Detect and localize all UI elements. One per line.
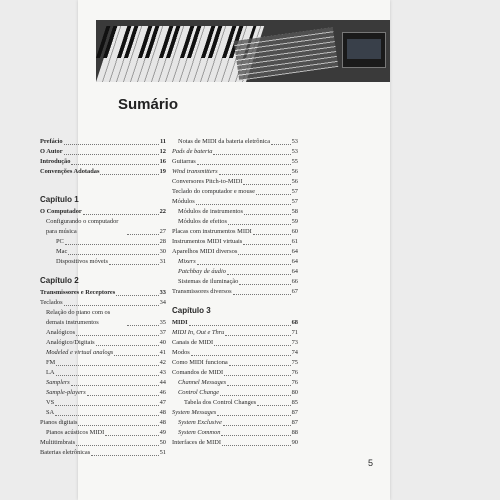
toc-entry: [172, 348, 298, 358]
toc-entry-title: Mac: [56, 248, 68, 255]
toc-entry-title: Sample-players: [46, 389, 86, 396]
toc-entry-page: 56: [291, 178, 298, 185]
toc-entry-title: Convenções Adotadas: [40, 168, 100, 175]
dot-leader: [197, 164, 291, 165]
toc-entry-title: System Common: [178, 429, 221, 436]
toc-entry: [40, 308, 166, 328]
toc-entry-page: 40: [159, 339, 166, 346]
dot-leader: [191, 355, 291, 356]
toc-entry-title: Control Change: [178, 389, 220, 396]
dot-leader: [196, 204, 291, 205]
dot-leader: [100, 174, 158, 175]
toc-entry: [40, 157, 166, 167]
toc-entry-page: 59: [291, 218, 298, 225]
toc-entry: [40, 408, 166, 418]
dot-leader: [271, 144, 291, 145]
toc-entry-title: Pads de bateria: [172, 148, 213, 155]
dot-leader: [76, 335, 159, 336]
dot-leader: [244, 214, 291, 215]
toc-entry-title: Dispositivos móveis: [56, 258, 109, 265]
dot-leader: [257, 405, 290, 406]
dot-leader: [229, 365, 291, 366]
toc-entry-title: SA: [46, 409, 55, 416]
page-title: Sumário: [118, 96, 179, 113]
toc-entry-title: System Exclusive: [178, 419, 222, 426]
toc-entry-page: 66: [291, 278, 298, 285]
toc-entry-title: FM: [46, 359, 56, 366]
toc-entry-page: 74: [291, 349, 298, 356]
toc-entry-title: Prefácio: [40, 138, 63, 145]
toc-entry-title: Canais de MIDI: [172, 339, 214, 346]
dot-leader: [221, 435, 290, 436]
toc-entry: [40, 298, 166, 308]
toc-entry: [172, 428, 298, 438]
toc-entry-page: 57: [291, 198, 298, 205]
toc-entry-page: 75: [291, 359, 298, 366]
toc-entry-page: 43: [159, 369, 166, 376]
dot-leader: [243, 184, 290, 185]
toc-entry: [172, 328, 298, 338]
toc-entry: [40, 448, 166, 458]
toc-entry-page: 48: [159, 409, 166, 416]
toc-entry: [172, 267, 298, 277]
dot-leader: [64, 154, 159, 155]
dot-leader: [238, 254, 290, 255]
chapter-heading: Capítulo 3: [172, 306, 211, 315]
toc-entry: [40, 137, 166, 147]
dot-leader: [116, 295, 158, 296]
toc-entry-title: Notas de MIDI da bateria eletrônica: [178, 138, 271, 145]
toc-entry-title: Aparelhos MIDI diversos: [172, 248, 238, 255]
dot-leader: [213, 154, 290, 155]
toc-entry-title: MIDI In, Out e Thru: [172, 329, 225, 336]
toc-entry-title: MIDI: [172, 319, 188, 326]
toc-entry-page: 85: [291, 399, 298, 406]
toc-entry-page: 80: [291, 389, 298, 396]
toc-entry-title: Modos: [172, 349, 190, 356]
toc-entry: [40, 247, 166, 257]
dot-leader: [243, 244, 290, 245]
toc-entry-page: 31: [159, 258, 166, 265]
dot-leader: [71, 385, 159, 386]
toc-entry: [40, 438, 166, 448]
dot-leader: [64, 305, 159, 306]
dot-leader: [83, 214, 159, 215]
dot-leader: [223, 425, 291, 426]
toc-entry: [172, 217, 298, 227]
dot-leader: [227, 385, 291, 386]
dot-leader: [105, 435, 158, 436]
toc-entry: [172, 257, 298, 267]
toc-entry-title: Introdução: [40, 158, 71, 165]
toc-entry: [172, 408, 298, 418]
dot-leader: [56, 365, 158, 366]
toc-entry: [40, 237, 166, 247]
toc-entry-title: Modeled e virtual analogs: [46, 349, 114, 356]
dot-leader: [56, 375, 159, 376]
toc-entry-title: System Messages: [172, 409, 217, 416]
toc-entry-page: 35: [159, 319, 166, 326]
dot-leader: [87, 395, 159, 396]
dot-leader: [71, 164, 158, 165]
toc-entry: [40, 288, 166, 298]
toc-entry-page: 44: [159, 379, 166, 386]
toc-entry: [172, 147, 298, 157]
toc-entry-page: 30: [159, 248, 166, 255]
toc-entry-page: 19: [159, 168, 166, 175]
toc-entry: [40, 217, 166, 237]
dot-leader: [228, 224, 291, 225]
toc-entry-page: 61: [291, 238, 298, 245]
toc-entry-title: Teclados: [40, 299, 63, 306]
toc-entry-page: 37: [159, 329, 166, 336]
toc-entry-title: Analógicos: [46, 329, 76, 336]
dot-leader: [219, 174, 291, 175]
dot-leader: [225, 335, 290, 336]
toc-entry: [172, 277, 298, 287]
toc-left-column: [40, 137, 166, 458]
toc-entry: [40, 348, 166, 358]
toc-entry-title: Samplers: [46, 379, 70, 386]
toc-entry-page: 76: [291, 369, 298, 376]
toc-entry-title: Analógico/Digitais: [46, 339, 95, 346]
toc-entry: [40, 338, 166, 348]
dot-leader: [55, 415, 158, 416]
toc-entry-page: 57: [291, 188, 298, 195]
toc-entry: [172, 207, 298, 217]
toc-entry-title: Módulos de efeitos: [178, 218, 227, 225]
toc-entry-title: Transmissores e Receptores: [40, 289, 116, 296]
toc-entry-title: Interfaces de MIDI: [172, 439, 221, 446]
dot-leader: [65, 244, 159, 245]
toc-entry-title: Como MIDI funciona: [172, 359, 228, 366]
toc-entry-page: 46: [159, 389, 166, 396]
page-number: 5: [368, 458, 374, 468]
dot-leader: [224, 375, 290, 376]
toc-entry: [172, 358, 298, 368]
toc-entry: [172, 388, 298, 398]
toc-entry-page: 88: [291, 429, 298, 436]
toc-entry: [172, 287, 298, 297]
dot-leader: [189, 325, 291, 326]
toc-entry: [172, 438, 298, 448]
dot-leader: [222, 445, 291, 446]
toc-entry: [172, 157, 298, 167]
toc-entry-page: 41: [159, 349, 166, 356]
toc-entry: [40, 207, 166, 217]
toc-entry: [172, 137, 298, 147]
toc-entry-page: 50: [159, 439, 166, 446]
toc-entry-title: Configurando o computador para música: [46, 218, 119, 235]
toc-entry: [40, 388, 166, 398]
toc-entry-title: Teclado do computador e mouse: [172, 188, 255, 195]
dot-leader: [91, 455, 158, 456]
toc-entry-page: 16: [159, 158, 166, 165]
toc-entry-page: 60: [291, 228, 298, 235]
toc-entry: [40, 398, 166, 408]
toc-entry-page: 33: [159, 289, 166, 296]
toc-entry-page: 22: [159, 208, 166, 215]
toc-entry-title: Tabela dos Control Changes: [184, 399, 257, 406]
toc-entry-page: 42: [159, 359, 166, 366]
toc-entry-title: Multitimbrais: [40, 439, 76, 446]
toc-entry-title: Módulos de instrumentos: [178, 208, 243, 215]
toc-entry-page: 76: [291, 379, 298, 386]
toc-entry: [172, 318, 298, 328]
toc-entry-title: Instrumentos MIDI virtuais: [172, 238, 243, 245]
toc-entry-title: Sistemas de iluminação: [178, 278, 239, 285]
dot-leader: [253, 234, 291, 235]
toc-entry-page: 34: [159, 299, 166, 306]
toc-entry-title: Módulos: [172, 198, 195, 205]
toc-entry-page: 73: [291, 339, 298, 346]
toc-entry-page: 90: [291, 439, 298, 446]
toc-entry-title: Placas com instrumentos MIDI: [172, 228, 252, 235]
toc-entry-title: LA: [46, 369, 55, 376]
toc-entry-title: Patchbay de áudio: [178, 268, 226, 275]
toc-entry-page: 12: [159, 148, 166, 155]
toc-entry-page: 27: [159, 228, 166, 235]
dot-leader: [64, 144, 159, 145]
chapter-heading: Capítulo 1: [40, 195, 79, 204]
toc-entry-title: PC: [56, 238, 64, 245]
toc-entry: [172, 368, 298, 378]
toc-entry-page: 28: [159, 238, 166, 245]
toc-entry: [172, 177, 298, 187]
toc-entry-page: 11: [159, 138, 166, 145]
toc-entry-title: Pianos digitais: [40, 419, 78, 426]
dot-leader: [55, 405, 158, 406]
toc-entry-title: Conversores Pitch-to-MIDI: [172, 178, 243, 185]
toc-entry: [172, 378, 298, 388]
dot-leader: [217, 415, 290, 416]
toc-entry-page: 48: [159, 419, 166, 426]
toc-entry-title: Comandos de MIDI: [172, 369, 224, 376]
toc-entry-title: VS: [46, 399, 55, 406]
toc-entry: [172, 197, 298, 207]
toc-entry: [40, 328, 166, 338]
toc-entry-page: 64: [291, 258, 298, 265]
toc-entry-page: 67: [291, 288, 298, 295]
toc-entry-title: Wind transmitters: [172, 168, 218, 175]
synth-screen-graphic: [342, 32, 386, 68]
toc-entry: [40, 358, 166, 368]
toc-entry-page: 47: [159, 399, 166, 406]
toc-entry-page: 55: [291, 158, 298, 165]
dot-leader: [233, 294, 291, 295]
toc-entry-page: 51: [159, 449, 166, 456]
dot-leader: [96, 345, 159, 346]
toc-entry-page: 56: [291, 168, 298, 175]
toc-entry-page: 68: [291, 319, 298, 326]
toc-entry: [40, 418, 166, 428]
dot-leader: [227, 274, 291, 275]
dot-leader: [256, 194, 291, 195]
toc-entry: [172, 167, 298, 177]
toc-entry: [172, 338, 298, 348]
dot-leader: [220, 395, 290, 396]
toc-entry-page: 53: [291, 138, 298, 145]
toc-entry-page: 58: [291, 208, 298, 215]
dot-leader: [214, 345, 290, 346]
toc-entry-page: 87: [291, 409, 298, 416]
toc-entry-title: Pianos acústicos MIDI: [46, 429, 105, 436]
toc-entry-title: Baterias eletrônicas: [40, 449, 91, 456]
toc-entry-page: 64: [291, 248, 298, 255]
chapter-heading: Capítulo 2: [40, 276, 79, 285]
dot-leader: [127, 234, 159, 235]
keyboard-banner-image: [96, 20, 390, 82]
toc-entry-page: 49: [159, 429, 166, 436]
toc-entry-page: 87: [291, 419, 298, 426]
dot-leader: [109, 264, 159, 265]
toc-entry-title: Transmissores diversos: [172, 288, 232, 295]
dot-leader: [68, 254, 158, 255]
toc-entry-title: Guitarras: [172, 158, 196, 165]
toc-entry: [172, 418, 298, 428]
toc-entry-title: Mixers: [178, 258, 196, 265]
toc-entry-page: 64: [291, 268, 298, 275]
toc-entry: [172, 398, 298, 408]
toc-entry-page: 53: [291, 148, 298, 155]
dot-leader: [197, 264, 291, 265]
dot-leader: [78, 425, 158, 426]
dot-leader: [76, 445, 158, 446]
toc-entry-title: Relação do piano com os demais instrumentos: [46, 309, 111, 326]
toc-right-column: [172, 137, 298, 448]
toc-entry-title: O Autor: [40, 148, 63, 155]
toc-entry: [172, 227, 298, 237]
toc-entry: [40, 378, 166, 388]
piano-black-keys-graphic: [96, 26, 256, 58]
toc-entry: [40, 368, 166, 378]
toc-entry: [172, 247, 298, 257]
toc-entry: [40, 167, 166, 177]
toc-entry: [40, 428, 166, 438]
toc-entry-page: 71: [291, 329, 298, 336]
toc-entry: [40, 257, 166, 267]
toc-entry-title: Channel Messages: [178, 379, 227, 386]
toc-entry: [172, 187, 298, 197]
toc-entry: [172, 237, 298, 247]
dot-leader: [239, 284, 290, 285]
dot-leader: [127, 325, 159, 326]
toc-entry-title: O Computador: [40, 208, 82, 215]
toc-entry: [40, 147, 166, 157]
dot-leader: [114, 355, 158, 356]
